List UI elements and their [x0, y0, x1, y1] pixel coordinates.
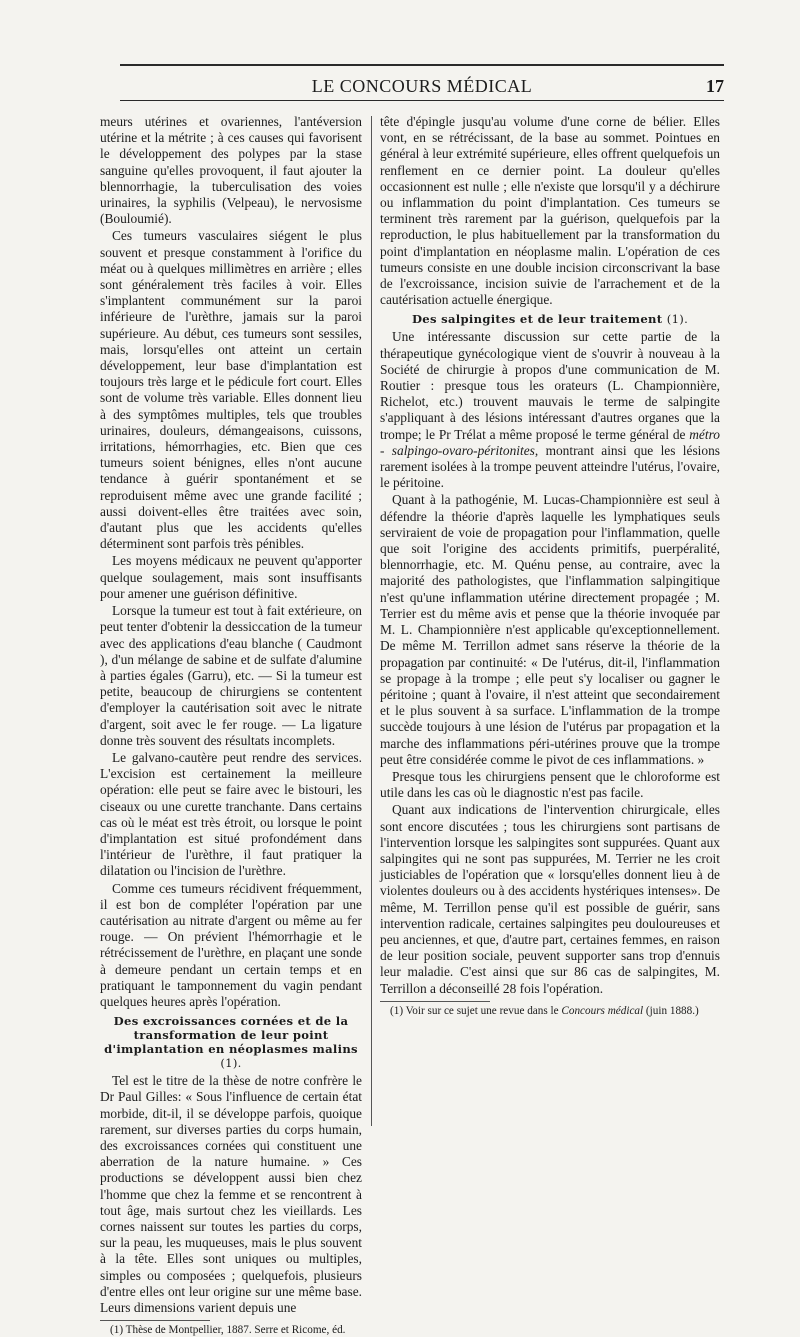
footnote-ref: (1).	[666, 312, 689, 327]
header-top-rule	[120, 64, 724, 66]
right-column	[380, 114, 720, 1018]
paragraph: Quant à la pathogénie, M. Lucas-Championnière est seul à défendre la théorie d'après laquelle les lymphatiques seuls serviraient de voie de propagation pour l'inflammation, quelle que soit l'origine des accidents primitifs, puerpéralité, blennorrhagie, etc. M. Quénu pense, au contraire, avec la majorité des pathologistes, que l'inflammation salpingitique n'est qu'une inflammation utérine directement propagée ; M. Terrier est du même avis et pense que la théorie invoquée par M. L. Championnière n'est applicable qu'exceptionnellement. De même M. Terrillon admet sans réserve la théorie de la propagation par continuité: « De l'utérus, dit-il, l'inflammation se propage à la trompe ; elle peut s'y localiser ou gagner le péritoine ; quant à l'ovaire, il n'est atteint que secondairement et le plus souvent à sa surface. L'inflammation de la trompe succède toujours à une lésion de l'utérus par propagation et la marche des inflammations péri-utérines prouve que la trompe peut être considérée comme le pivot de ces inflammations. »	[380, 492, 720, 767]
footnote-rule	[380, 1001, 490, 1002]
paragraph	[380, 329, 720, 491]
paragraph: Quant aux indications de l'intervention chirurgicale, elles sont encore discutées ; tous les chirurgiens sont partisans de l'intervention lorsque les salpingites sont suppurées. Quant aux salpingites qui ne sont pas suppurées, M. Terrier ne les croit justiciables de l'opération que « lorsqu'elles donnent lieu à de violentes douleurs ou à des accidents hystériques intenses». De même, M. Terrillon pense qu'il est possible de guérir, sans intervention radicale, certaines salpingites peu douloureuses et peu anciennes, et que, d'autre part, certaines femmes, en raison de leur position sociale, peuvent supporter sans trop d'ennuis leur maladie. C'est ainsi que sur 86 cas de salpingites, M. Terrillon a déconseillé 28 fois l'opération.	[380, 802, 720, 996]
footnote: (1) Thèse de Montpellier, 1887. Serre et Ricome, éd.	[110, 1324, 346, 1337]
paragraph: tête d'épingle jusqu'au volume d'une corne de bélier. Elles vont, en se rétrécissant, de la base au sommet. Pointues en général à leur extrémité supérieure, elles offrent quelquefois un renflement en ce dernier point. La douleur qu'elles occasionnent est nulle ; elle n'existe que lorsqu'il y a déchirure ou inflammation du point d'implantation. Ces tumeurs se terminent très rarement par la guérison, quelquefois par la reproduction, le plus habituellement par la transformation du point d'implantation en néoplasme malin. L'opération de ces tumeurs consiste en une double incision circonscrivant la base de l'excroissance, incision suivie de l'arrachement et de la cautérisation actuelle énergique.	[380, 114, 720, 308]
paragraph: Le galvano-cautère peut rendre des services. L'excision est certainement la meilleure opération: elle peut se faire avec le bistouri, les ciseaux ou une curette tranchante. Dans certains cas où le méat est très étroit, ou lorsque le point d'implantation est situé profondément dans l'intérieur de l'urèthre, il faut pratiquer la dilatation ou l'incision de l'urèthre.	[100, 749, 362, 879]
italic-term: métro - salpingo-ovaro-péritonites	[380, 426, 720, 458]
footnote-text: (1) Voir sur ce sujet une revue dans le	[390, 1004, 562, 1017]
section-heading-salpingites	[380, 312, 720, 326]
footnote	[380, 1004, 720, 1018]
footnote-rule	[100, 1320, 210, 1321]
paragraph: Presque tous les chirurgiens pensent que le chloroforme est utile dans les cas où le diagnostic n'est pas facile.	[380, 768, 720, 801]
left-column	[100, 114, 362, 1337]
column-divider	[371, 116, 372, 1126]
footnote-italic: Concours médical	[561, 1004, 644, 1017]
paragraph-text: , montrant ainsi que les lésions rarement isolées à la trompe peuvent atteindre l'utérus, l'ovaire, le péritoine.	[380, 442, 720, 491]
paragraph: Comme ces tumeurs récidivent fréquemment, il est bon de compléter l'opération par une cautérisation au nitrate d'argent ou même au fer rouge. — On prévient l'hémorrhagie et le rétrécissement de l'urèthre, en plaçant une sonde à demeure pendant un certain temps et en pratiquant le tamponnement du vagin pendant quelques heures après l'opération.	[100, 880, 362, 1009]
paragraph: meurs utérines et ovariennes, l'antéversion utérine et la métrite ; à ces causes qui favorisent le développement des polypes par la stase sanguine qu'elles provoquent, il faut ajouter la blennorrhagie, la tuberculisation des voies urinaires, la syphilis (Velpeau), le nervosisme (Bouloumié).	[100, 114, 362, 227]
footnote-ref: (1).	[220, 1056, 242, 1071]
header-bottom-rule	[120, 100, 724, 101]
section-heading-text: Des salpingites et de leur traitement	[411, 312, 663, 327]
paragraph: Lorsque la tumeur est tout à fait extérieure, on peut tenter d'obtenir la dessiccation de la tumeur avec des applications d'eau blanche ( Caudmont ), d'un mélange de sabine et de sulfate d'alumine à parties égales (Garru), etc. — Si la tumeur est petite, beaucoup de chirurgiens se contentent d'employer la cautérisation soit avec le nitrate d'argent, soit avec le fer rouge. — La ligature donne très souvent des résultats incomplets.	[100, 603, 362, 748]
paragraph-text: Une intéressante discussion sur cette partie de la thérapeutique gynécologique vient de s'ouvrir à nouveau à la Société de chirurgie à propos d'une communication de M. Routier : presque tous les orateurs (L. Championnière, Richelot, etc.) trouvent mauvais le terme de salpingite s'appliquant à des lésions intéressant d'autres organes que la trompe; le Pr Trélat a même proposé le terme général de	[380, 329, 720, 442]
page-number: 17	[706, 76, 724, 96]
footnote-text: (juin 1888.)	[643, 1004, 699, 1017]
section-heading-excroissances	[100, 1014, 362, 1070]
journal-title: LE CONCOURS MÉDICAL	[311, 76, 533, 96]
paragraph: Les moyens médicaux ne peuvent qu'apporter quelque soulagement, mais sont insuffisants pour amener une guérison définitive.	[100, 553, 362, 601]
section-heading-text: Des excroissances cornées et de la transformation de leur point d'implantation en néoplasmes malins	[104, 1014, 358, 1057]
paragraph: Tel est le titre de la thèse de notre confrère le Dr Paul Gilles: « Sous l'influence de certain état morbide, dit-il, il se développe parfois, quoique rarement, sur diverses parties du corps humain, des excroissances cornées qui constituent une aberration de la nature humaine. » Ces productions se développent aussi bien chez l'homme que chez la femme et se rencontrent à tout âge, mais surtout chez les vieillards. Les cornes naissent sur toutes les parties du corps, sur la peau, les muqueuses, mais le plus souvent à la tête. Elles sont uniques ou multiples, simples ou composées ; quelquefois, plusieurs d'entre elles ont leur origine sur une même base. Leurs dimensions varient depuis une	[100, 1073, 362, 1316]
paragraph: Ces tumeurs vasculaires siégent le plus souvent et presque constamment à l'orifice du méat ou à quelques millimètres en arrière ; elles sont généralement très faciles à voir. Elles s'implantent communément sur la paroi inférieure de l'urèthre, jamais sur la paroi supérieure. Au début, ces tumeurs sont sessiles, mais, lorsqu'elles ont atteint un certain développement, leur base d'implantation est toujours très large et le pédicule fort court. Elles sont de volume très variable. Elles donnent lieu à des symptômes multiples, tels que troubles urinaires, douleurs, démangeaisons, cuissons, irritations, hémorrhagies, etc. Bien que ces tumeurs soient bénignes, elles n'ont aucune tendance à guérir spontanément et se reproduisent même avec une grande facilité ; aussi doivent-elles être traitées avec soin, d'autant plus que les accidents qu'elles déterminent sont parfois très pénibles.	[100, 228, 362, 552]
